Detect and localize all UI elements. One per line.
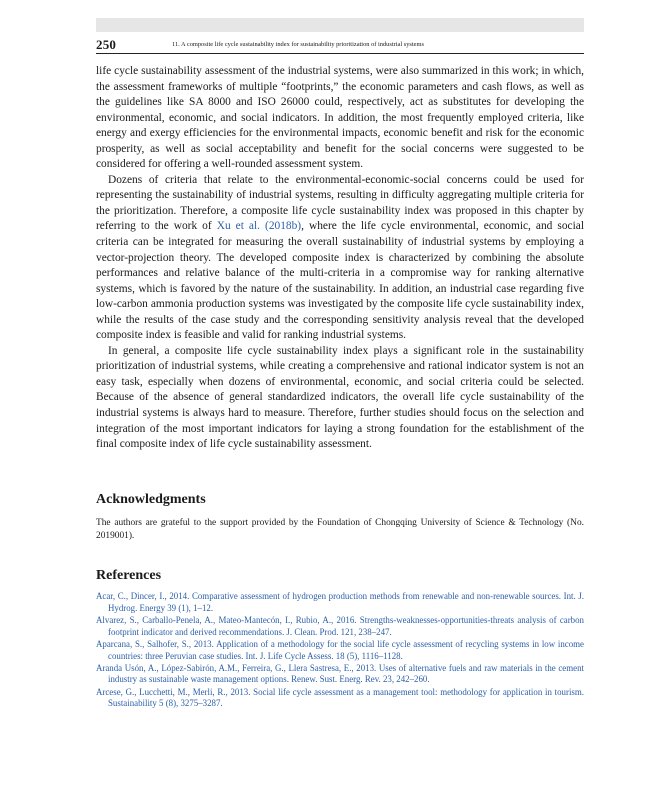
reference-list <box>96 591 584 711</box>
reference-item[interactable]: Aparcana, S., Salhofer, S., 2013. Application of a methodology for the social life cycle assessment of recycling systems in low income countries: three Peruvian case studies. Int. J. Life Cycle Assess. 18 (5), 1116–1128. <box>96 638 584 661</box>
paragraph-2-text-before: Dozens of criteria that relate to the environmental-economic-social concerns could be used for representing the sustainability of industrial systems, resulting in difficulty aggregating multiple criteria for the prioritization. Therefore, a composite life cycle sustainability index was proposed in this chapter by referring to the work of <box>96 173 584 233</box>
acknowledgments-text: The authors are grateful to the support provided by the Foundation of Chongqing University of Science & Technology (No. 2019001). <box>96 518 584 541</box>
paragraph-3: In general, a composite life cycle sustainability index plays a significant role in the sustainability prioritization of industrial systems, while creating a comprehensive and rational indicator system is not an easy task, especially when dozens of environmental, economic, and social criteria could be selected. Because of the absence of general standardized indicators, the overall life cycle sustainability of the industrial systems is always hard to measure. Therefore, further studies should focus on the selection and integration of the most important indicators for laying a strong foundation for the establishment of the final composite index of life cycle sustainability assessment. <box>96 344 584 451</box>
paragraph-2 <box>96 173 584 344</box>
paragraph-2-text-after: , where the life cycle environmental, economic, and social criteria can be integrated for measuring the overall sustainability of industrial systems by employing a vector-projection theory. The developed composite index is characterized by combining the absolute performances and relative balance of the multi-criteria in a compromise way for ranking alternative systems, which is favored by the nature of the sustainability. In addition, an industrial case regarding five low-carbon ammonia production systems was investigated by the composite life cycle sustainability index, while the results of the case study and the corresponding sensitivity analysis reveal that the developed composite index is feasible and valid for ranking industrial systems. <box>96 220 584 342</box>
reference-item[interactable]: Arcese, G., Lucchetti, M., Merli, R., 2013. Social life cycle assessment as a management tool: methodology for application in tourism. Sustainability 5 (8), 3275–3287. <box>96 686 584 709</box>
citation-link-xu-2018b[interactable]: Xu et al. (2018b) <box>216 220 302 233</box>
header-band <box>96 18 584 32</box>
chapter-title: 11. A composite life cycle sustainability index for sustainability prioritization of industrial systems <box>172 41 424 48</box>
paragraph-1: life cycle sustainability assessment of the industrial systems, were also summarized in this work; in which, the assessment frameworks of multiple “footprints,” the economic parameters and cash flows, as well as the guidelines like SA 8000 and ISO 26000 could, respectively, act as substitutes for developing the environmental, economic, and social indicators. In addition, the most frequently employed criteria, like energy and exergy efficiencies for the environmental impacts, economic benefit and risk for the economic prosperity, as well as social acceptability and benefit for the social concerns were suggested to be considered for offering a well-rounded assessment system. <box>96 65 584 171</box>
body-text <box>96 64 584 453</box>
running-head <box>96 37 584 54</box>
page-number: 250 <box>96 37 117 52</box>
references-heading: References <box>96 568 162 583</box>
reference-item[interactable]: Alvarez, S., Carballo-Penela, A., Mateo-Mantecón, I., Rubio, A., 2016. Strengths-weaknesses-opportunities-threats analysis of carbon footprint indicator and derived recommendations. J. Clean. Prod. 121, 238–247. <box>96 614 584 637</box>
reference-item[interactable]: Aranda Usón, A., López-Sabirón, A.M., Ferreira, G., Llera Sastresa, E., 2013. Uses of alternative fuels and raw materials in the cement industry as sustainable waste management options. Renew. Sust. Energ. Rev. 23, 242–260. <box>96 662 584 685</box>
reference-item[interactable]: Acar, C., Dincer, I., 2014. Comparative assessment of hydrogen production methods from renewable and non-renewable sources. Int. J. Hydrog. Energy 39 (1), 1–12. <box>96 591 584 613</box>
acknowledgments-heading: Acknowledgments <box>96 492 206 507</box>
